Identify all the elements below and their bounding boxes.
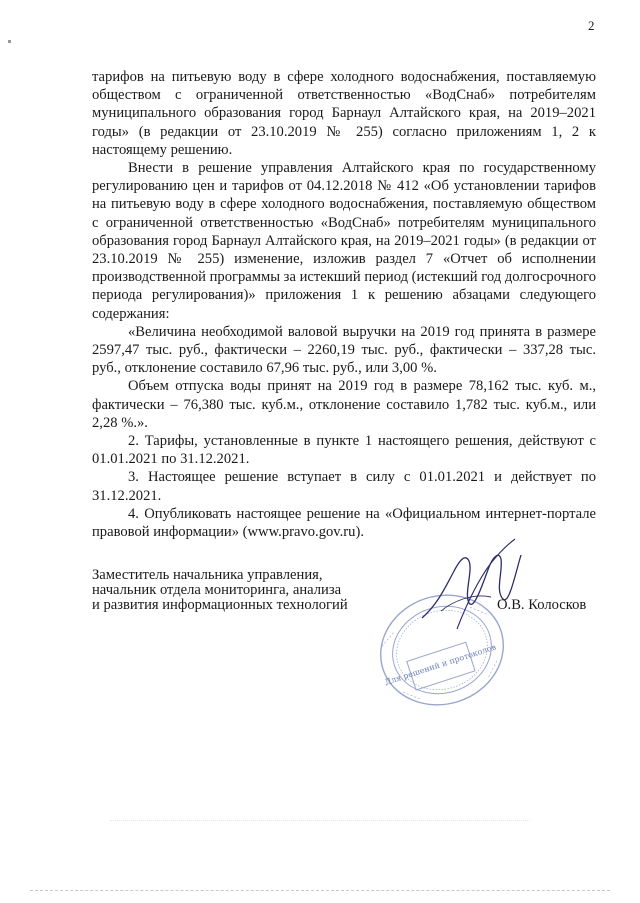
stamp-label: Для решений и протоколов: [383, 642, 498, 687]
handwritten-signature: [417, 533, 527, 643]
paragraph-item-4: 4. Опубликовать настоящее решение на «Официальном интернет-портале правовой информации» (www.pravo.gov.ru).: [92, 505, 596, 541]
paragraph-item-2: 2. Тарифы, установленные в пункте 1 настоящего решения, действуют с 01.01.2021 по 31.12.2021.: [92, 433, 596, 468]
signer-title-line: начальник отдела мониторинга, анализа: [92, 582, 342, 598]
paragraph-revenue-quote: «Величина необходимой валовой выручки на 2019 год принята в размере 2597,47 тыс. руб., фактически – 2260,19 тыс. руб., фактически – 337,28 тыс. руб., отклонение составило 67,96 тыс. руб., или 3,00 %.: [92, 323, 596, 377]
paragraph-water-volume: Объем отпуска воды принят на 2019 год в размере 78,162 тыс. куб. м., фактически – 76,380 тыс. куб.м., отклонение составило 1,782 тыс. куб.м., или 2,28 %.».: [92, 378, 596, 431]
page-number: 2: [588, 18, 595, 33]
signer-name: О.В. Колосков: [497, 597, 587, 613]
scan-artifact: [8, 40, 11, 43]
paragraph-continuation: тарифов на питьевую воду в сфере холодного водоснабжения, поставляемую обществом с ограниченной ответственностью «ВодСнаб» потребителям муниципального образования город Барнаул Алтайского края, на 2019–2021 годы» (в редакции от 23.10.2019 № 255) согласно приложениям 1, 2 к настоящему решению.: [92, 69, 596, 158]
signature-block: [92, 568, 612, 718]
signer-title-line: Заместитель начальника управления,: [92, 567, 323, 583]
signer-title-line: и развития информационных технологий: [92, 597, 348, 613]
paragraph-item-3: 3. Настоящее решение вступает в силу с 01.01.2021 и действует по 31.12.2021.: [92, 469, 596, 504]
scan-shadow-line: [110, 820, 530, 821]
page-bottom-edge: [30, 890, 610, 891]
paragraph-amendment: Внести в решение управления Алтайского края по государственному регулированию цен и тарифов от 04.12.2018 № 412 «Об установлении тарифов на питьевую воду в сфере холодного водоснабжения, поставляемую обществом с ограниченной ответственностью «ВодСнаб» потребителям муниципального образования город Барнаул Алтайского края, на 2019–2021 годы» (в редакции от 23.10.2019 № 255) изменение, изложив раздел 7 «Отчет об исполнении производственной программы за истекший период (истекший год долгосрочного периода регулирования)» приложения 1 к решению абзацами следующего содержания:: [92, 160, 596, 322]
signer-title: [92, 568, 392, 613]
document-body: [92, 68, 596, 541]
